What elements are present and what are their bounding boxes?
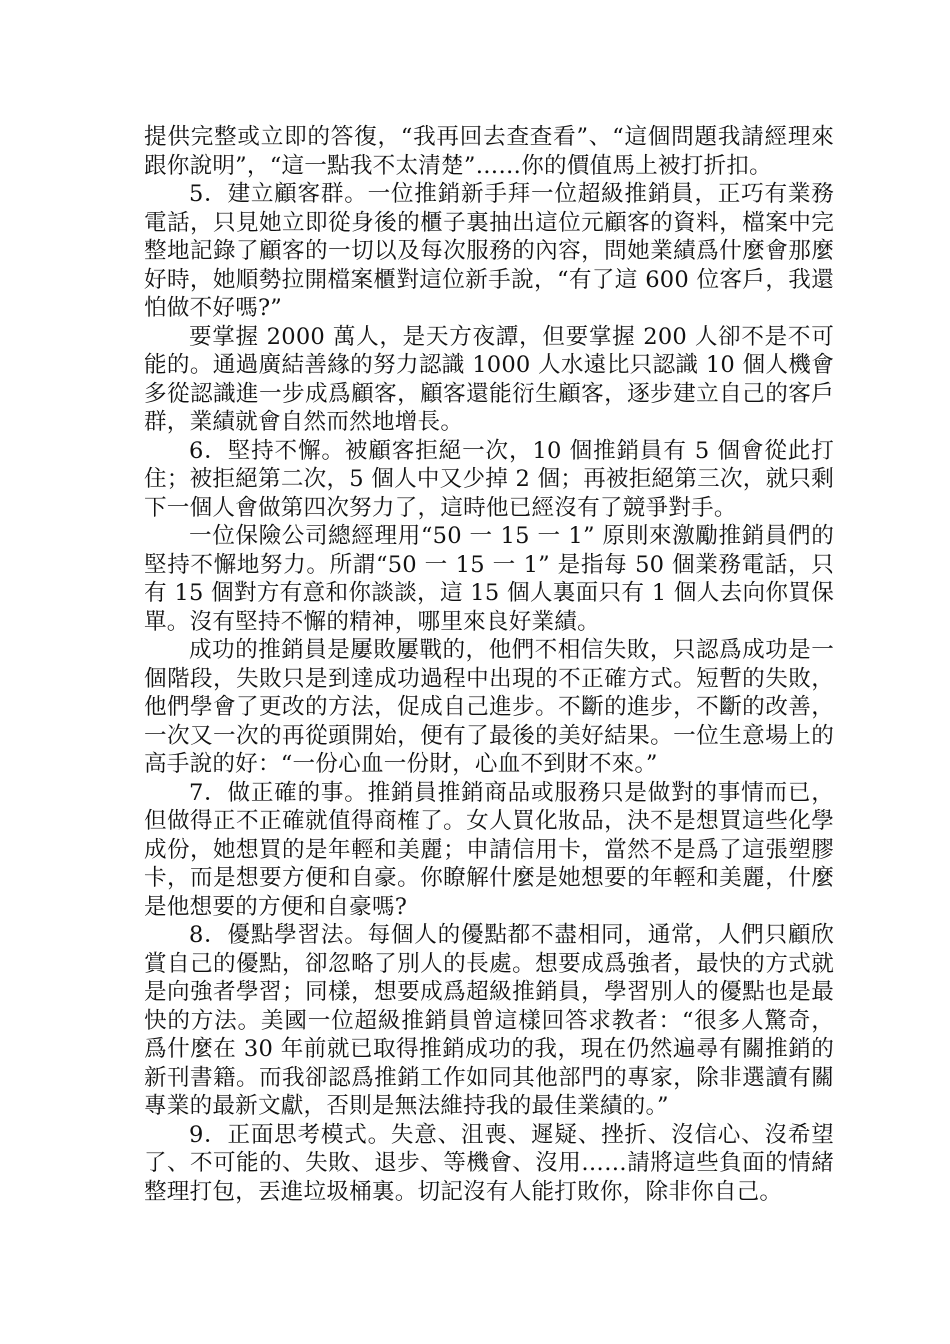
paragraph-9: 9．正面思考模式。失意、沮喪、遲疑、挫折、沒信心、沒希望了、不可能的、失敗、退步、等機會、沒用……請將這些負面的情緒整理打包，丟進垃圾桶裏。切記沒有人能打敗你，除非你自己。 xyxy=(144,1121,834,1205)
paragraph-7: 7．做正確的事。推銷員推銷商品或服務只是做對的事情而已，但做得正不正確就值得商榷了。女人買化妝品，決不是想買這些化學成份，她想買的是年輕和美麗；申請信用卡，當然不是爲了這張塑膠卡，而是想要方便和自豪。你瞭解什麼是她想要的年輕和美麗，什麼是他想要的方便和自豪嗎? xyxy=(144,779,834,920)
paragraph-3: 要掌握 2000 萬人，是天方夜譚，但要掌握 200 人卻不是不可能的。通過廣結善緣的努力認識 1000 人水遠比只認識 10 個人機會多從認識進一步成爲顧客，顧客還能衍生顧客，逐步建立自己的客戶群，業績就會自然而然地增長。 xyxy=(144,323,834,435)
paragraph-4: 6．堅持不懈。被顧客拒絕一次，10 個推銷員有 5 個會從此打住；被拒絕第二次，5 個人中又少掉 2 個；再被拒絕第三次，就只剩下一個人會做第四次努力了，這時他已經沒有了競爭對手。 xyxy=(144,437,834,521)
paragraph-8: 8．優點學習法。每個人的優點都不盡相同，通常，人們只顧欣賞自己的優點，卻忽略了別人的長處。想要成爲強者，最快的方式就是向強者學習；同樣，想要成爲超級推銷員，學習別人的優點也是最快的方法。美國一位超級推銷員曾這樣回答求教者：“很多人驚奇，爲什麼在 30 年前就已取得推銷成功的我，現在仍然遍尋有關推銷的新刊書籍。而我卻認爲推銷工作如同其他部門的專家，除非選讀有關專業的最新文獻，否則是無法維持我的最佳業績的。” xyxy=(144,922,834,1119)
paragraph-1: 提供完整或立即的答復，“我再回去查查看”、“這個問題我請經理來跟你說明”，“這一點我不太清楚”……你的價值馬上被打折扣。 xyxy=(144,124,834,179)
paragraph-2: 5．建立顧客群。一位推銷新手拜一位超級推銷員，正巧有業務電話，只見她立即從身後的櫃子裏抽出這位元顧客的資料，檔案中完整地記錄了顧客的一切以及每次服務的內容，問她業績爲什麼會那麼好時，她順勢拉開檔案櫃對這位新手說，“有了這 600 位客戶，我還怕做不好嗎?” xyxy=(144,181,834,321)
paragraph-5: 一位保險公司總經理用“50 一 15 一 1” 原則來激勵推銷員們的堅持不懈地努力。所謂“50 一 15 一 1” 是指每 50 個業務電話，只有 15 個對方有意和你談談，這 15 個人裏面只有 1 個人去向你買保單。沒有堅持不懈的精神，哪里來良好業績。 xyxy=(144,523,834,635)
document-page xyxy=(144,123,834,1206)
paragraph-6: 成功的推銷員是屢敗屢戰的，他們不相信失敗，只認爲成功是一個階段，失敗只是到達成功過程中出現的不正確方式。短暫的失敗，他們學會了更改的方法，促成自己進步。不斷的進步，不斷的改善，一次又一次的再從頭開始，便有了最後的美好結果。一位生意場上的高手說的好：“一份心血一份財，心血不到財不來。” xyxy=(144,637,834,777)
